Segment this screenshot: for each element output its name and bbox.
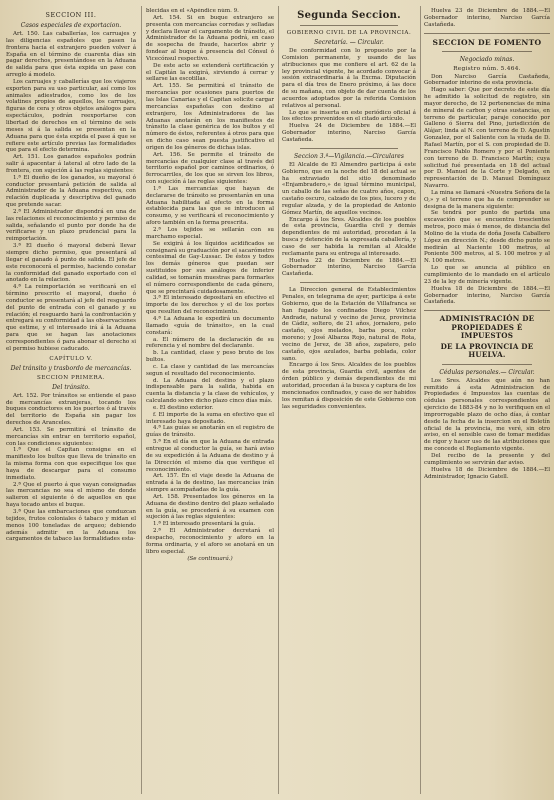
paragraph: Encargo á los Sres. Alcaldes de los pueblos de esta provincia, Guardia civil, agentes de órden público y demás dependientes de mi autoridad, procedan á la busca y captura de los mencionados confinados, y caso de ser habidos los remitan á disposición de este Gobierno con las seguridades convenientes. xyxy=(282,362,416,410)
paragraph: e. El destino exterior. xyxy=(153,404,214,411)
paragraph: De este acto se extenderá certificación y el Capitán la exigirá, sirviendo á cerrar y sellarse las escotillas. xyxy=(146,62,274,83)
paragraph: a. El número de la declaración de su referencia y el nombre del declarante. xyxy=(146,336,274,350)
chapter-heading: CAPÍTULO V. xyxy=(49,355,93,362)
paragraph: 2.ª El Administrador decretará el despacho, reconocimiento y aforo en la forma ordinaria, y el aforo se anotará en un libro especial. xyxy=(146,528,274,555)
signature-paragraph: Huelva 24 de Diciembre de 1884.—El Gobernador interino, Narciso García Castañeda. xyxy=(282,123,416,143)
paragraph: Se tendrá por punto de partida una excavación que se encuentra trescientos metros, poco más ó menos, de distancia del Molino de la viuda de doña Josefa Caballero López en dirección N.; desde dicho punto se medirán al Naciente 100 metros, al Poniente 500 metros, al S. 100 metros y al N. 100 metros. xyxy=(424,210,550,265)
column-rule xyxy=(420,6,421,794)
paragraph: 2.ª Los tejidos se sellarán con su marchamo especial. xyxy=(146,227,274,240)
signature-paragraph: Huelva 18 de Diciembre de 1884.—El Gobernador interino, Narciso García Castañeda. xyxy=(424,285,550,306)
subsection-heading: Cédulas personales.— Circular. xyxy=(439,368,535,376)
paragraph: Del recibo de la presente y del cumplimiento se servirán dar aviso. xyxy=(424,453,550,466)
divider xyxy=(300,25,398,26)
chapter-subheading: Del tránsito y trasbordo de mercancías. xyxy=(10,364,132,372)
paragraph: 4.ª Las guías se anotarán en el registro de guías de tránsito. xyxy=(146,425,274,439)
paragraph: 1.ª El dueño de los ganados, su mayoral ó conductor presentará petición de salida al Administrador de la Aduana respectiva, con relación duplicada y descriptiva del ganado que pretende sacar. xyxy=(6,174,136,209)
divider xyxy=(424,33,550,34)
paragraph: Lo que se inserta en este periódico oficial á los efectos prevenidos en el citado artículo. xyxy=(282,109,416,123)
signature-paragraph: Huelva 22 de Diciembre de 1884.—El Gobernador interino, Narciso García Castañeda. xyxy=(282,257,416,278)
paragraph: Los carruajes y caballerías que los viajeros exporten para su uso particular, así como los animales adiestrados, como los de los volatines propios de aquellos, los carruajes, figuras de cera y otros objetos análogos para espectáculos, podrán reexportarse con libertad de derechos en el término de seis meses si á la salida se presentan en la Aduana para que ésta expida el pase á que se refiere este artículo previas las formalidades que para el efecto determina. xyxy=(6,78,136,154)
paragraph: c. La clase y cantidad de las mercancías segun el resultado del reconocimiento. xyxy=(146,363,274,377)
paragraph: Se exigirá á los líquidos acidificados se consignará su graduación por el sacarómetro centesimal de Gay-Lussac. De éstos y todos los demás géneros que puedan ser sustituidos por sus análogos de inferior calidad, se tomarán muestras para formarles el número correspondiente de cada género, que se precintará cuidadosamente. xyxy=(146,240,274,295)
paragraph: 2.ª El Administrador dispondrá en una de las relaciones el reconocimiento y permiso de salida, señalando el punto por donde ha de verificarse y un plazo prudencial para la reimportación. xyxy=(6,208,136,243)
paragraph: f. El importe de la suma en efectivo que el interesado haya depositado. xyxy=(146,411,274,425)
section-heading-line2: DE LA PROVINCIA DE HUELVA. xyxy=(440,341,534,360)
paragraph: 4.ª La Aduana le expedirá un documento llamado «guía de tránsito», en la cual constará: xyxy=(146,315,274,336)
office-heading: GOBIERNO CIVIL DE LA PROVINCIA. xyxy=(286,30,412,36)
subsection-heading: Casos especiales de exportacion. xyxy=(20,22,122,29)
continuation-note: (Se continuará.) xyxy=(187,555,233,562)
paragraph: b. La cantidad, clase y peso bruto de los bultos. xyxy=(146,350,274,364)
paragraph: Art. 157. En el viaje desde la Aduana de entrada á la de destino, las mercancías irán siempre acompañadas de la guía. xyxy=(146,473,274,494)
paragraph: El Alcalde de El Almendro participa á este Gobierno, que en la noche del 18 del actual se ha extraviado del sitio denominado «Enjambradero,» de igual término municipal, un caballo de las señas de cuatro años, capon, castaño oscuro, calzado de los pies, lucero y de regular alzada, y de la propiedad de Antonio Gómez Martín, de aquellos vecinos. xyxy=(282,161,416,216)
divider xyxy=(300,148,398,149)
column-3 xyxy=(282,8,416,794)
paragraph: 4.ª La reimportación se verificará en el término prescrito el mayoral, dueño ó conductor se presentará al jefe del resguardo del punto de entrada con el ganado y su relación; el resguardo hará la confrontación y entregará su conformidad á las observaciones que estime, y el interesado irá á la Aduana para que se hagan las anotaciones correspondientes ó para abonar el derecho si el permiso hubiese caducado. xyxy=(6,284,136,352)
paragraph: 3.ª El interesado depositará en efectivo el importe de los derechos y el de los portes que resulten del reconocimiento. xyxy=(146,295,274,316)
section-heading: SECCION III. xyxy=(45,11,97,19)
paragraph: Los Sres. Alcaldes que aún no han remitido á esta Administracion de Propiedades é Impuestos las cuentas de cédulas personales correspondientes al ejercicio de 1883-84 y no lo verifiquen en el improrrogable plazo de ocho días, á contar desde la fecha de la insercion en el Boletín oficial de la provincia, me veré, sin otro aviso, en el sensible caso de tomar medidas de rigor y hacer uso de las atribuciones que me concede el Reglamento vigente. xyxy=(424,377,550,453)
paragraph: Art. 153. Se permitirá el tránsito de mercancías sin entrar en territorio español, con las condiciones siguientes: xyxy=(6,426,136,447)
registry-number: Registro núm. 5.464. xyxy=(453,65,521,72)
divider xyxy=(442,51,532,52)
paragraph: Art. 151. Los ganados españoles podrán salir á apacentar á lateral al otro lado de la frontera, con sujeción á las reglas siguientes: xyxy=(6,154,136,174)
column-2 xyxy=(146,8,274,794)
section-heading: SECCION DE FOMENTO xyxy=(432,37,542,47)
paragraph: 3.ª El dueño ó mayoral deberá llevar siempre dicho permiso, que presentará al llegar el ganado á punto de salida. El jefe de este reconocerá el permiso, haciendo constar la conformidad del ganado exportado con el anotado en la relacion. xyxy=(6,243,136,284)
signature-paragraph: Huelva 18 de Diciembre de 1884.—El Administrador, Ignacio Gatell. xyxy=(424,466,550,480)
paragraph: Art. 156. Se permite el tránsito de mercancías de cualquier clase al través del territorio español por caminos ordinarios, ó ferrocarriles, de los que se sirven los libros, con sujeción á las reglas siguientes: xyxy=(146,151,274,186)
paragraph: Art. 152. Por tránsitos se entiende el paso de mercancías extranjeras, tocando los buques conductores en los puertos ó al través del territorio de España sin pagar los derechos de Aranceles. xyxy=(6,392,136,427)
paragraph: La Direccion general de Establecimientos Penales, en telegrama de ayer, participa á este Gobierno, que de la Estación de Villafranca se han fugado los confinados Diego Vilchez Andrade, natural y vecino de Jerez, provincia de Cádiz, soltero, de 21 años, jornalero, pelo castaño, ojos melados, barba poca, color moreno; y José Albarza Rojo, natural de Rota, vecino de Jerez, de 38 años, zapatero, pelo castaño, ojos azulados, barba poblada, color sano. xyxy=(282,287,416,362)
divider xyxy=(442,364,532,365)
paragraph: 1.ª Las mercancías que hayan de declararse de tránsito se presentarán en una Aduana habilitada al efecto en la forma establecida para las que se introducen al consumo, y se verificará el reconocimiento y aforo también en la forma prescrita. xyxy=(146,185,274,227)
subsection-heading: Seccion 3.ª—Vigilancia.—Circulares xyxy=(294,152,404,160)
paragraph: La mina se llamará «Nuestra Señora de la O,» y el terreno que ha de comprender se designa de la manera siguiente: xyxy=(424,189,550,210)
section-heading: ADMINISTRACIÓN DE PROPIEDADES É IMPUESTOS xyxy=(439,314,535,341)
paragraph: De conformidad con lo propuesto por la Comision permanente, y usando de las atribuciones que me confiere el art. 62 de la ley provincial vigente, he acordado convocar á sesión extraordinaria á la Excma. Diputación para el día tres de Enero próximo, á las doce de su mañana, con objeto de dar cuenta de los acuerdos adoptados por la referida Comision relativos al personal. xyxy=(282,48,416,109)
column-rule xyxy=(141,6,142,794)
paragraph: Art. 150. Las caballerías, los carruajes y las diligencias españoles que pasen la frontera hacia el extranjero pueden volver á España en el término de cuarenta días sin pagar derechos, presentándose en la Aduana de salida para que ésta expida un pase con arreglo á modelo. xyxy=(6,31,136,79)
paragraph: blecidas en el «Apéndice núm. 9. xyxy=(146,8,239,14)
divider xyxy=(424,310,550,311)
subsection-heading: Del tránsito. xyxy=(52,383,90,391)
column-rule xyxy=(278,6,279,794)
paragraph: Lo que se anuncia al público en cumplimiento de lo mandado en el artículo 23 de la ley de minería vigente. xyxy=(424,265,550,285)
paragraph: Art. 155. Se permitirá el tránsito de mercancías por ocasiones para puertos de las Islas Canarias y el Capitan solicite cargar mercancías españolas con destino al extranjero, los Administradores de las Aduanas anotarán en los manifiestos de tránsito la clase genérica de los bultos y el número de éstos, referentes á otros para que en dicho caso sean puesta justificativo el origen de los géneros de dichas islas. xyxy=(146,83,274,151)
paragraph: 3.ª Que las embarcaciones que conduzcan tejidos, frutos coloniales ó tabaco y midan el menos 100 toneladas de arqueo; debiendo además admitir en la Aduana los cargamentos de tabaco las formalidades esta- xyxy=(6,509,136,543)
paragraph: 5.ª En el día en que la Aduana de entrada entregue al conductor la guía, se hará aviso de su expedición á la Aduana de destino y á la Dirección el mismo día que verifique el reconocimiento. xyxy=(146,439,274,473)
paragraph: 2.ª Que el puerto á que vayan consignadas las mercancías no sea el mismo de donde salieron el siguiente ó de aquellos en que haya tocado antes el buque. xyxy=(6,481,136,509)
section-heading: SECCION PRIMERA. xyxy=(37,374,105,381)
subsection-heading: Negociado minas. xyxy=(459,55,515,63)
paragraph: Encargo á los Sres. Alcaldes de los pueblos de esta provincia, Guardia civil y demás dependientes de mi autoridad, procedan á la busca y detención de la expresada caballería, y caso de ser habida la remitan al Alcalde reclamante para su entrega al interesado. xyxy=(282,216,416,257)
column-4 xyxy=(424,8,550,794)
paragraph: d. La Aduana del destino y el plazo indispensable para la salida, habida en cuenta la distancia y la clase de vehículos, y calculando sobre dicho plazo cinco días más. xyxy=(146,377,274,405)
paragraph: Hago saber: Que por decreto de este día he admitido la solicitud de registro, sin mayor derecho, de 12 pertenencias de mina de mineral de carbon y otras sustancias, en terreno de particular, paraje conocido por Galleno ó Sierra del Pino, jurisdicción de Alájar; linda al N. con terreno de D. Agustin Gonzalez, por el Saliente con la viuda de D. Rafael Martín, por el S. con propiedad de D. Francisco Pablo Romero y por el Poniente con terreno de D. Francisco Martín; cuya solicitud fué presentada en 18 del actual por D. Manuel de la Corte y Delgado, en representación de D. Manuel Domínguez Navarro. xyxy=(424,87,550,190)
paragraph: Don Narciso García Castañeda, Gobernador interino de esta provincia. xyxy=(424,73,550,87)
paragraph: Art. 154. Si en buque extranjero se presenta con mercancías corredas y selladas y declara llevar el cargamento de tránsito, el Administrador de la Aduana podrá, en caso de sospecha de fraude, hacerlos abrir y fondear al buque á presencia del Cónsul ó Vicecónsul respectivo. xyxy=(146,14,274,62)
column-1 xyxy=(6,8,136,794)
paragraph: 1.ª El interesado presentará la guía. xyxy=(153,521,256,528)
paragraph: 1.ª Que el Capitan consigne en el manifiesto los bultos que lleva de tránsito en la misma forma con que especifique los que haya de descargar para el consumo inmediato. xyxy=(6,447,136,481)
section-title: Segunda Seccion. xyxy=(297,10,401,21)
paragraph: Art. 158. Presentados los géneros en la Aduana de destino dentro del plazo señalado en la guía, se procederá á su examen con sujeción á las reglas siguientes: xyxy=(146,493,274,521)
subsection-heading: Secretaría. — Circular. xyxy=(314,39,384,46)
signature-paragraph: Huelva 23 de Diciembre de 1884.—El Gobernador interino, Narciso García Castañeda. xyxy=(424,8,550,28)
divider xyxy=(300,282,398,283)
